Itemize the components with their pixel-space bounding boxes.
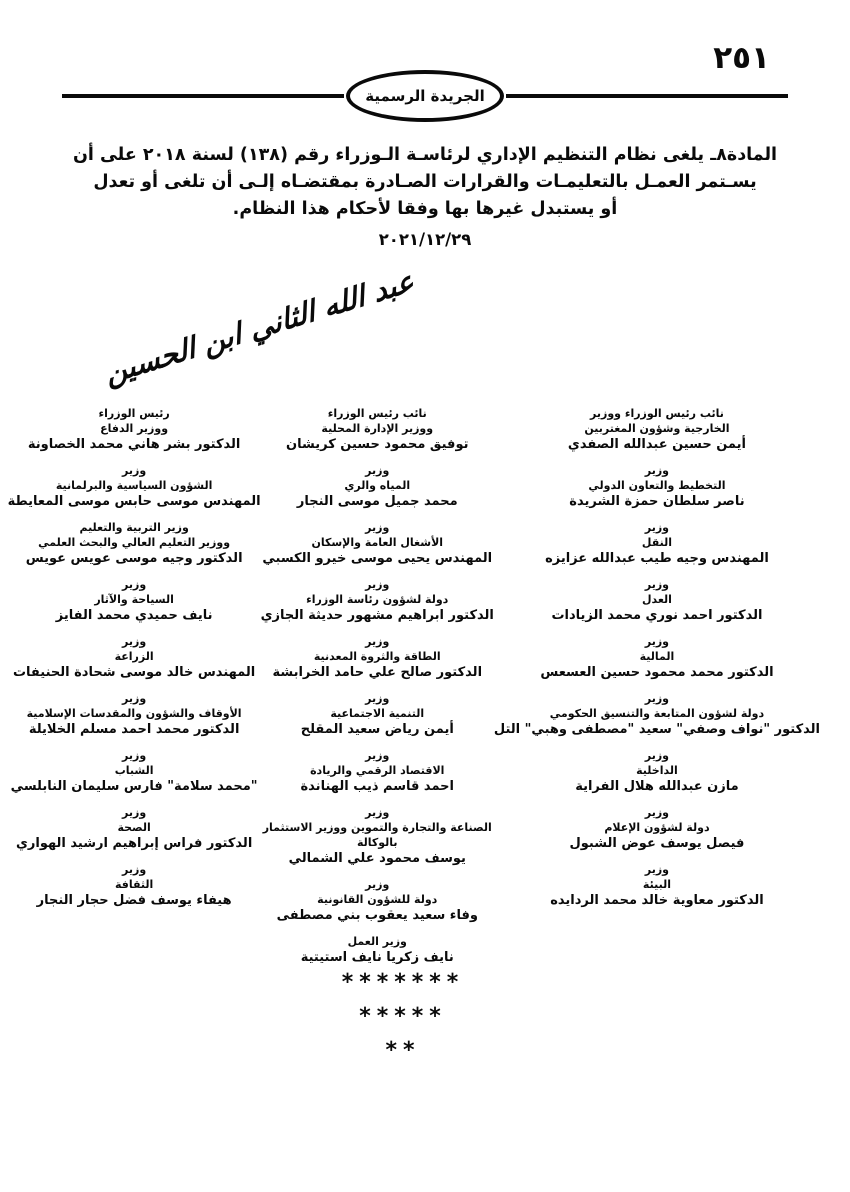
- minister-title: وزير: [644, 692, 670, 705]
- minister-title: وزير: [644, 578, 670, 591]
- minister-title: ووزير الإدارة المحلية: [321, 422, 434, 435]
- minister-entry: [13, 634, 255, 681]
- minister-title: الأشغال العامة والإسكان: [311, 536, 444, 549]
- minister-title: الاقتصاد الرقمي والريادة: [310, 764, 445, 777]
- minister-name: مازن عبدالله هلال الفراية: [575, 779, 739, 794]
- minister-entry: [26, 520, 243, 567]
- minister-title: وزير التربية والتعليم: [79, 521, 189, 534]
- minister-title: العدل: [641, 593, 672, 606]
- minister-title: وزير: [644, 863, 670, 876]
- minister-entry: [301, 748, 455, 795]
- minister-name: المهندس وجيه طيب عبدالله عزايزه: [545, 551, 769, 566]
- minister-name: المهندس موسى حابس موسى المعايطة: [7, 494, 261, 509]
- minister-entry: [545, 520, 769, 567]
- minister-entry: [569, 463, 744, 510]
- minister-title: وزير العمل: [347, 935, 407, 948]
- minister-entry: [286, 406, 468, 453]
- minister-entry: [16, 805, 252, 852]
- minister-title: السياحة والآثار: [94, 593, 174, 606]
- minister-name: الدكتور ابراهيم مشهور حديثة الجازي: [260, 608, 494, 623]
- minister-name: احمد قاسم ذيب الهناندة: [300, 779, 454, 794]
- minister-name: الدكتور محمد محمود حسين العسعس: [540, 665, 774, 680]
- minister-entry: [301, 934, 454, 966]
- minister-title: وزير: [644, 749, 670, 762]
- minister-name: الدكتور احمد نوري محمد الزيادات: [551, 608, 763, 623]
- minister-entry: [494, 691, 820, 738]
- minister-title: الطاقة والثروة المعدنية: [313, 650, 441, 663]
- minister-title: النقل: [641, 536, 673, 549]
- minister-name: الدكتور "نواف وصفي" سعيد "مصطفى وهبي" التل: [493, 722, 820, 737]
- minister-title: وزير: [644, 464, 670, 477]
- minister-entry: [8, 463, 261, 510]
- minister-entry: [11, 748, 258, 795]
- minister-name: هيفاء يوسف فضل حجار النجار: [36, 893, 232, 908]
- minister-entry: [301, 691, 454, 738]
- minister-title: وزير: [122, 578, 147, 591]
- minister-title: الداخلية: [636, 764, 678, 777]
- minister-title: ووزير الدفاع: [100, 422, 169, 435]
- minister-name: الدكتور صالح علي حامد الخرابشة: [272, 665, 483, 680]
- minister-name: الدكتور محمد احمد مسلم الخلايلة: [28, 722, 240, 737]
- page-number: ٢٥١: [713, 40, 770, 76]
- minister-entry: [262, 520, 492, 567]
- minister-title: نائب رئيس الوزراء: [327, 407, 427, 420]
- minister-title: وزير: [122, 692, 147, 705]
- minister-entry: [277, 877, 478, 924]
- minister-title: وزير: [644, 806, 670, 819]
- minister-name: الدكتور بشر هاني محمد الخصاونة: [27, 437, 241, 452]
- header-rule-right-segment: [506, 94, 788, 98]
- minister-name: الدكتور فراس إبراهيم ارشيد الهواري: [15, 836, 253, 851]
- minister-title: البيئة: [642, 878, 671, 891]
- minister-entry: [540, 634, 773, 681]
- minister-title: وزير: [122, 635, 147, 648]
- minister-entry: [575, 748, 738, 795]
- minister-title: التنمية الاجتماعية: [330, 707, 425, 720]
- minister-entry: [37, 862, 232, 909]
- minister-title: الزراعة: [114, 650, 154, 663]
- header-rule: [62, 70, 788, 122]
- minister-title: الثقافة: [114, 878, 154, 891]
- separator-row: **: [385, 1038, 421, 1063]
- minister-title: الشؤون السياسية والبرلمانية: [55, 479, 213, 492]
- minister-entry: [261, 577, 494, 624]
- minister-title: وزير: [122, 863, 147, 876]
- minister-title: وزير: [644, 521, 670, 534]
- minister-name: المهندس يحيى موسى خيرو الكسبي: [262, 551, 493, 566]
- minister-entry: [263, 805, 492, 867]
- minister-title: المالية: [639, 650, 675, 663]
- minister-name: ناصر سلطان حمزة الشريدة: [569, 494, 745, 509]
- minister-title: الشباب: [114, 764, 154, 777]
- ministers-column: [261, 406, 494, 966]
- separator-asterisks: [0, 966, 828, 1068]
- minister-name: وفاء سعيد يعقوب بني مصطفى: [276, 908, 478, 923]
- minister-entry: [27, 691, 242, 738]
- minister-title: وزير: [365, 749, 390, 762]
- separator-row: *******: [341, 970, 465, 995]
- article-line: يسـتمر العمـل بالتعليمـات والقرارات الصـادرة بمقتضـاه إلـى أن تلغى أو تعدل: [93, 172, 757, 192]
- minister-title: الصناعة والتجارة والتموين ووزير الاستثمار: [262, 821, 492, 834]
- minister-title: الخارجية وشؤون المغتربين: [584, 422, 730, 435]
- ministers-grid: [7, 406, 820, 966]
- minister-title: وزير: [122, 464, 147, 477]
- minister-title: وزير: [365, 692, 390, 705]
- royal-signature: عبد الله الثاني ابن الحسين: [102, 263, 417, 391]
- ministers-column: [8, 406, 261, 966]
- separator-row: *****: [359, 1004, 447, 1029]
- minister-name: نايف زكريا نايف استيتية: [300, 950, 454, 965]
- article-paragraph: [60, 142, 790, 253]
- minister-title: دولة للشؤون القانونية: [317, 893, 438, 906]
- minister-entry: [56, 577, 213, 624]
- minister-name: المهندس خالد موسى شحادة الحنيفات: [12, 665, 256, 680]
- article-line: المادة٨ـ يلغى نظام التنظيم الإداري لرئاسـة الـوزراء رقم (١٣٨) لسنة ٢٠١٨ على أن: [72, 145, 778, 165]
- minister-name: "محمد سلامة" فارس سليمان النابلسي: [10, 779, 258, 794]
- minister-title: نائب رئيس الوزراء ووزير: [590, 407, 724, 420]
- article-line: أو يستبدل غيرها بها وفقا لأحكام هذا النظام.: [232, 199, 618, 219]
- minister-title: بالوكالة: [356, 836, 398, 849]
- minister-title: ووزير التعليم العالي والبحث العلمي: [38, 536, 231, 549]
- minister-name: يوسف محمود علي الشمالي: [288, 851, 466, 866]
- minister-name: أيمن رياض سعيد المقلح: [300, 722, 454, 737]
- minister-title: وزير: [644, 635, 670, 648]
- minister-title: التخطيط والتعاون الدولي: [588, 479, 726, 492]
- gazette-title-badge: [346, 70, 504, 122]
- minister-entry: [272, 634, 482, 681]
- minister-title: دولة لشؤون رئاسة الوزراء: [306, 593, 449, 606]
- minister-title: وزير: [365, 464, 390, 477]
- minister-entry: [551, 577, 762, 624]
- minister-title: المياه والري: [344, 479, 411, 492]
- minister-title: وزير: [365, 635, 390, 648]
- minister-entry: [569, 805, 744, 852]
- minister-title: وزير: [122, 749, 147, 762]
- minister-name: محمد جميل موسى النجار: [296, 494, 458, 509]
- minister-name: نايف حميدي محمد الفايز: [55, 608, 213, 623]
- minister-name: توفيق محمود حسين كريشان: [286, 437, 469, 452]
- minister-title: وزير: [365, 521, 390, 534]
- minister-entry: [28, 406, 240, 453]
- minister-title: الأوقاف والشؤون والمقدسات الإسلامية: [26, 707, 242, 720]
- minister-title: رئيس الوزراء: [98, 407, 170, 420]
- minister-title: وزير: [122, 806, 147, 819]
- ministers-column: [494, 406, 820, 966]
- minister-title: الصحة: [117, 821, 151, 834]
- minister-title: وزير: [365, 878, 390, 891]
- minister-title: وزير: [365, 578, 390, 591]
- minister-title: دولة لشؤون المتابعة والتنسيق الحكومي: [549, 707, 765, 720]
- minister-name: الدكتور معاوية خالد محمد الردايده: [550, 893, 764, 908]
- minister-entry: [297, 463, 458, 510]
- minister-entry: [568, 406, 746, 453]
- header-rule-left-segment: [62, 94, 344, 98]
- minister-name: فيصل يوسف عوض الشبول: [569, 836, 745, 851]
- gazette-title: الجريدة الرسمية: [365, 87, 485, 105]
- minister-title: دولة لشؤون الإعلام: [604, 821, 710, 834]
- minister-entry: [550, 862, 763, 909]
- minister-name: أيمن حسين عبدالله الصفدي: [567, 437, 746, 452]
- article-date: ٢٠٢١/١٢/٢٩: [378, 230, 472, 249]
- minister-title: وزير: [365, 806, 390, 819]
- minister-name: الدكتور وجيه موسى عويس عويس: [25, 551, 243, 566]
